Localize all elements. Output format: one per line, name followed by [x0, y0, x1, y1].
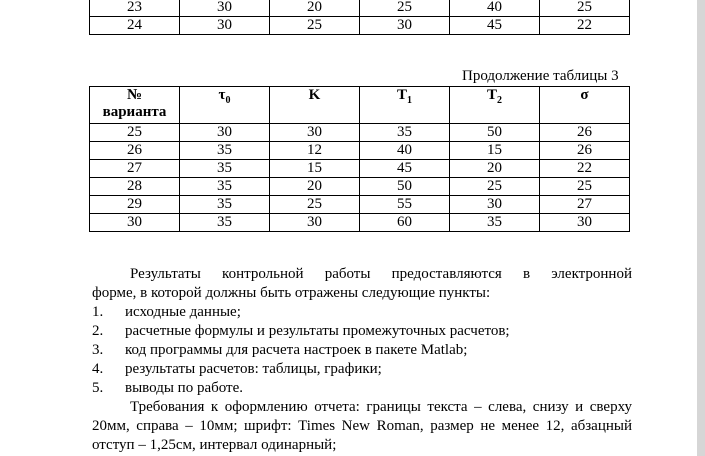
table-row	[90, 214, 630, 232]
table-cell: 26	[540, 142, 630, 160]
table-cell: 60	[360, 214, 450, 232]
body-text	[92, 265, 632, 455]
table-cell: 27	[540, 196, 630, 214]
list-item-text: исходные данные;	[125, 304, 241, 320]
table-cell: 24	[90, 17, 180, 35]
table-cell: 35	[360, 124, 450, 142]
table-cell: 20	[270, 178, 360, 196]
table-cell: 30	[180, 17, 270, 35]
table-cell: 40	[450, 0, 540, 17]
table-cell: 22	[540, 160, 630, 178]
table-cell: 15	[270, 160, 360, 178]
list-item-number: 4.	[92, 361, 104, 377]
table-cell: 29	[90, 196, 180, 214]
table-cell: 25	[270, 17, 360, 35]
list-item-number: 1.	[92, 304, 104, 320]
table-cell: 30	[180, 124, 270, 142]
table-cell: 23	[90, 0, 180, 17]
table-cell: 20	[270, 0, 360, 17]
table-cell: 30	[270, 214, 360, 232]
table-row	[90, 160, 630, 178]
table-cell: 30	[360, 17, 450, 35]
list-item-text: выводы по работе.	[125, 380, 244, 396]
vertical-scrollbar[interactable]	[697, 0, 705, 456]
list-item-text: код программы для расчета настроек в пакете Matlab;	[125, 342, 468, 358]
list-item-number: 3.	[92, 342, 104, 358]
table-cell: 35	[180, 178, 270, 196]
variants-table	[89, 86, 630, 232]
header-variant-word: варианта	[102, 104, 167, 120]
table-row	[90, 124, 630, 142]
table-cell: 25	[270, 196, 360, 214]
table-cell: 22	[540, 17, 630, 35]
table-cell: 45	[450, 17, 540, 35]
table-row	[90, 0, 630, 17]
paragraph-results-line2: форме, в которой должны быть отражены следующие пункты:	[92, 285, 491, 301]
top-table	[89, 0, 630, 35]
table-cell: 50	[450, 124, 540, 142]
header-t1-subscript: 1	[407, 95, 412, 106]
table-cell: 35	[180, 196, 270, 214]
table-cell: 25	[90, 124, 180, 142]
table-cell: 35	[450, 214, 540, 232]
header-tau-subscript: 0	[225, 95, 231, 106]
table-row	[90, 196, 630, 214]
table-cell: 20	[450, 160, 540, 178]
header-k: K	[270, 87, 360, 124]
table-cell: 35	[180, 160, 270, 178]
table-cell: 26	[90, 142, 180, 160]
table-row	[90, 142, 630, 160]
table-cell: 30	[540, 214, 630, 232]
table-cell: 30	[270, 124, 360, 142]
table-cell: 55	[360, 196, 450, 214]
table-caption: Продолжение таблицы 3	[462, 68, 619, 84]
table-cell: 30	[90, 214, 180, 232]
table-cell: 25	[450, 178, 540, 196]
table-cell: 12	[270, 142, 360, 160]
table-row	[90, 17, 630, 35]
list-item	[92, 322, 632, 341]
header-tau0	[180, 87, 270, 124]
header-t2-symbol: T	[486, 87, 497, 103]
header-t2	[450, 87, 540, 124]
table-cell: 45	[360, 160, 450, 178]
list-item	[92, 379, 632, 398]
list-item-number: 2.	[92, 323, 104, 339]
list-item-number: 5.	[92, 380, 104, 396]
list-item	[92, 341, 632, 360]
table-cell: 25	[540, 0, 630, 17]
list-item	[92, 303, 632, 322]
header-tau-symbol: τ	[218, 87, 226, 103]
list-item	[92, 360, 632, 379]
table-cell: 35	[180, 214, 270, 232]
table-cell: 30	[180, 0, 270, 17]
table-header-row	[90, 87, 630, 124]
table-cell: 35	[180, 142, 270, 160]
table-cell: 15	[450, 142, 540, 160]
header-sigma: σ	[540, 87, 630, 124]
header-t1	[360, 87, 450, 124]
paragraph-formatting: Требования к оформлению отчета: границы текста – слева, снизу и сверху 20мм, справа – 10мм; шрифт: Times New Roman, размер не менее 12, абзацный отступ – 1,25см, интервал одинарный;	[92, 399, 632, 453]
header-t2-subscript: 2	[497, 95, 502, 106]
table-cell: 40	[360, 142, 450, 160]
header-variant-number	[90, 87, 180, 124]
list-item-text: результаты расчетов: таблицы, графики;	[125, 361, 382, 377]
table-cell: 25	[360, 0, 450, 17]
table-cell: 30	[450, 196, 540, 214]
list-item-text: расчетные формулы и результаты промежуточных расчетов;	[125, 323, 510, 339]
table-cell: 28	[90, 178, 180, 196]
paragraph-results-line1: Результаты контрольной работы предоставляются в электронной	[130, 266, 632, 282]
table-cell: 26	[540, 124, 630, 142]
header-num-sign: №	[126, 87, 143, 103]
requirements-list	[92, 303, 632, 398]
table-cell: 25	[540, 178, 630, 196]
table-cell: 27	[90, 160, 180, 178]
header-t1-symbol: T	[396, 87, 407, 103]
table-cell: 50	[360, 178, 450, 196]
table-row	[90, 178, 630, 196]
